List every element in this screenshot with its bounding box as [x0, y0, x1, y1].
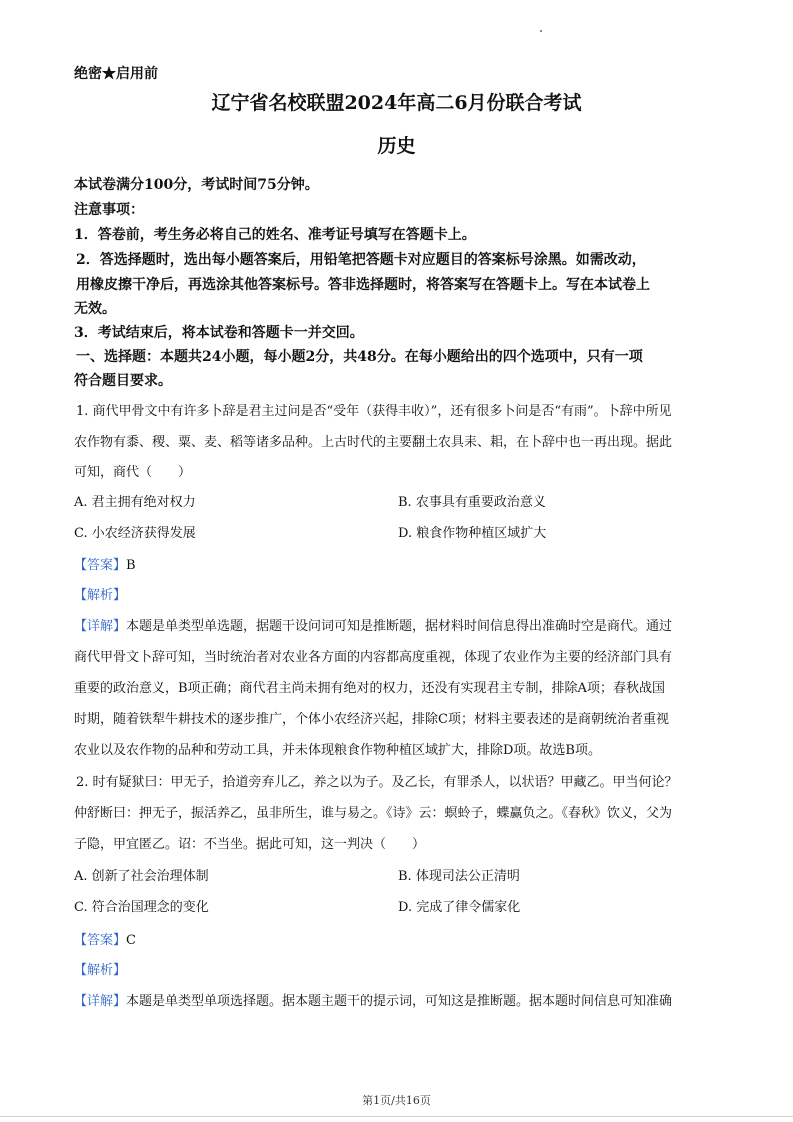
section-heading-line-1: 一、选择题：本题共24小题，每小题2分，共48分。在每小题给出的四个选项中，只有一项 — [76, 349, 643, 365]
q1-detail-line-2: 商代甲骨文卜辞可知，当时统治者对农业各方面的内容都高度重视，体现了农业作为主要的经济部门具有 — [74, 650, 673, 665]
q1-answer-label: 【答案】 — [74, 558, 127, 573]
q2-option-b: B. 体现司法公正清明 — [398, 869, 520, 884]
notice-item-2-line-3: 无效。 — [74, 301, 116, 317]
notice-item-1: 1．答卷前，考生务必将自己的姓名、准考证号填写在答题卡上。 — [74, 227, 476, 243]
exam-title: 辽宁省名校联盟2024年高二6月份联合考试 — [211, 92, 582, 114]
bottom-divider — [0, 1116, 793, 1117]
q1-stem-line-1: 1. 商代甲骨文中有许多卜辞是君主过问是否“受年（获得丰收）”，还有很多卜问是否“有雨”。卜辞中所见 — [76, 404, 672, 419]
notice-title: 注意事项： — [74, 202, 144, 218]
q1-detail-line-3: 重要的政治意义，B项正确；商代君主尚未拥有绝对的权力，还没有实现君主专制，排除A项；春秋战国 — [74, 681, 665, 696]
q2-stem-line-2: 仲舒断曰：押无子，振活养乙，虽非所生，谁与易之。《诗》云：螟蛉子，蝶赢负之。《春秋》饮义，父为 — [74, 806, 673, 821]
q2-detail-label: 【详解】 — [74, 994, 127, 1009]
q2-stem-line-3: 子隐，甲宜匿乙。诏：不当坐。据此可知，这一判决（ ） — [74, 837, 426, 852]
q1-option-a: A. 君主拥有绝对权力 — [74, 495, 196, 510]
q1-answer — [74, 554, 136, 573]
subject-title: 历史 — [377, 135, 416, 157]
q1-answer-value: B — [126, 558, 136, 573]
q1-stem-line-3: 可知，商代（ ） — [74, 465, 192, 480]
q2-option-a: A. 创新了社会治理体制 — [74, 869, 209, 884]
q2-detail-text-1: 本题是单类型单项选择题。据本题主题干的提示词，可知这是推断题。据本题时间信息可知准确 — [126, 994, 673, 1009]
score-line: 本试卷满分100分，考试时间75分钟。 — [74, 177, 319, 193]
notice-item-2-line-2: 用橡皮擦干净后，再选涂其他答案标号。答非选择题时，将答案写在答题卡上。写在本试卷上 — [76, 277, 650, 293]
q2-answer-value: C — [126, 933, 136, 948]
q1-detail-line-4: 时期，随着铁犁牛耕技术的逐步推广，个体小农经济兴起，排除C项；材料主要表述的是商朝统治者重视 — [74, 712, 669, 727]
notice-item-3: 3．考试结束后，将本试卷和答题卡一并交回。 — [74, 325, 364, 341]
q1-analysis-label: 【解析】 — [74, 588, 127, 603]
q1-detail-label: 【详解】 — [74, 619, 127, 634]
q2-answer — [74, 929, 136, 948]
q1-detail-text-1: 本题是单类型单选题，据题干设问词可知是推断题，据材料时间信息得出准确时空是商代。通过 — [126, 619, 673, 634]
q2-option-c: C. 符合治国理念的变化 — [74, 900, 209, 915]
q1-detail-line-1 — [74, 615, 672, 634]
secret-label: 绝密★启用前 — [74, 66, 158, 82]
q2-analysis-label: 【解析】 — [74, 963, 127, 978]
q2-answer-label: 【答案】 — [74, 933, 127, 948]
q1-option-b: B. 农事具有重要政治意义 — [398, 495, 546, 510]
scan-speck — [540, 30, 542, 32]
q1-option-d: D. 粮食作物种植区域扩大 — [398, 526, 547, 541]
q1-stem-line-2: 农作物有黍、稷、粟、麦、稻等诸多品种。上古时代的主要翻土农具耒、耜，在卜辞中也一再出现。据此 — [74, 435, 673, 450]
page-number: 第1页/共16页 — [362, 1094, 431, 1107]
q2-detail-line-1 — [74, 990, 672, 1009]
q2-stem-line-1: 2. 时有疑狱曰：甲无子，拾道旁弃儿乙，养之以为子。及乙长，有罪杀人，以状语？甲藏乙。甲当何论？ — [76, 775, 678, 790]
q1-option-c: C. 小农经济获得发展 — [74, 526, 196, 541]
q1-detail-line-5: 农业以及农作物的品种和劳动工具，并未体现粮食作物种植区域扩大，排除D项。故选B项。 — [74, 743, 601, 758]
q2-option-d: D. 完成了律令儒家化 — [398, 900, 521, 915]
notice-item-2-line-1: 2．答选择题时，选出每小题答案后，用铅笔把答题卡对应题目的答案标号涂黑。如需改动， — [76, 252, 646, 268]
section-heading-line-2: 符合题目要求。 — [74, 373, 172, 389]
